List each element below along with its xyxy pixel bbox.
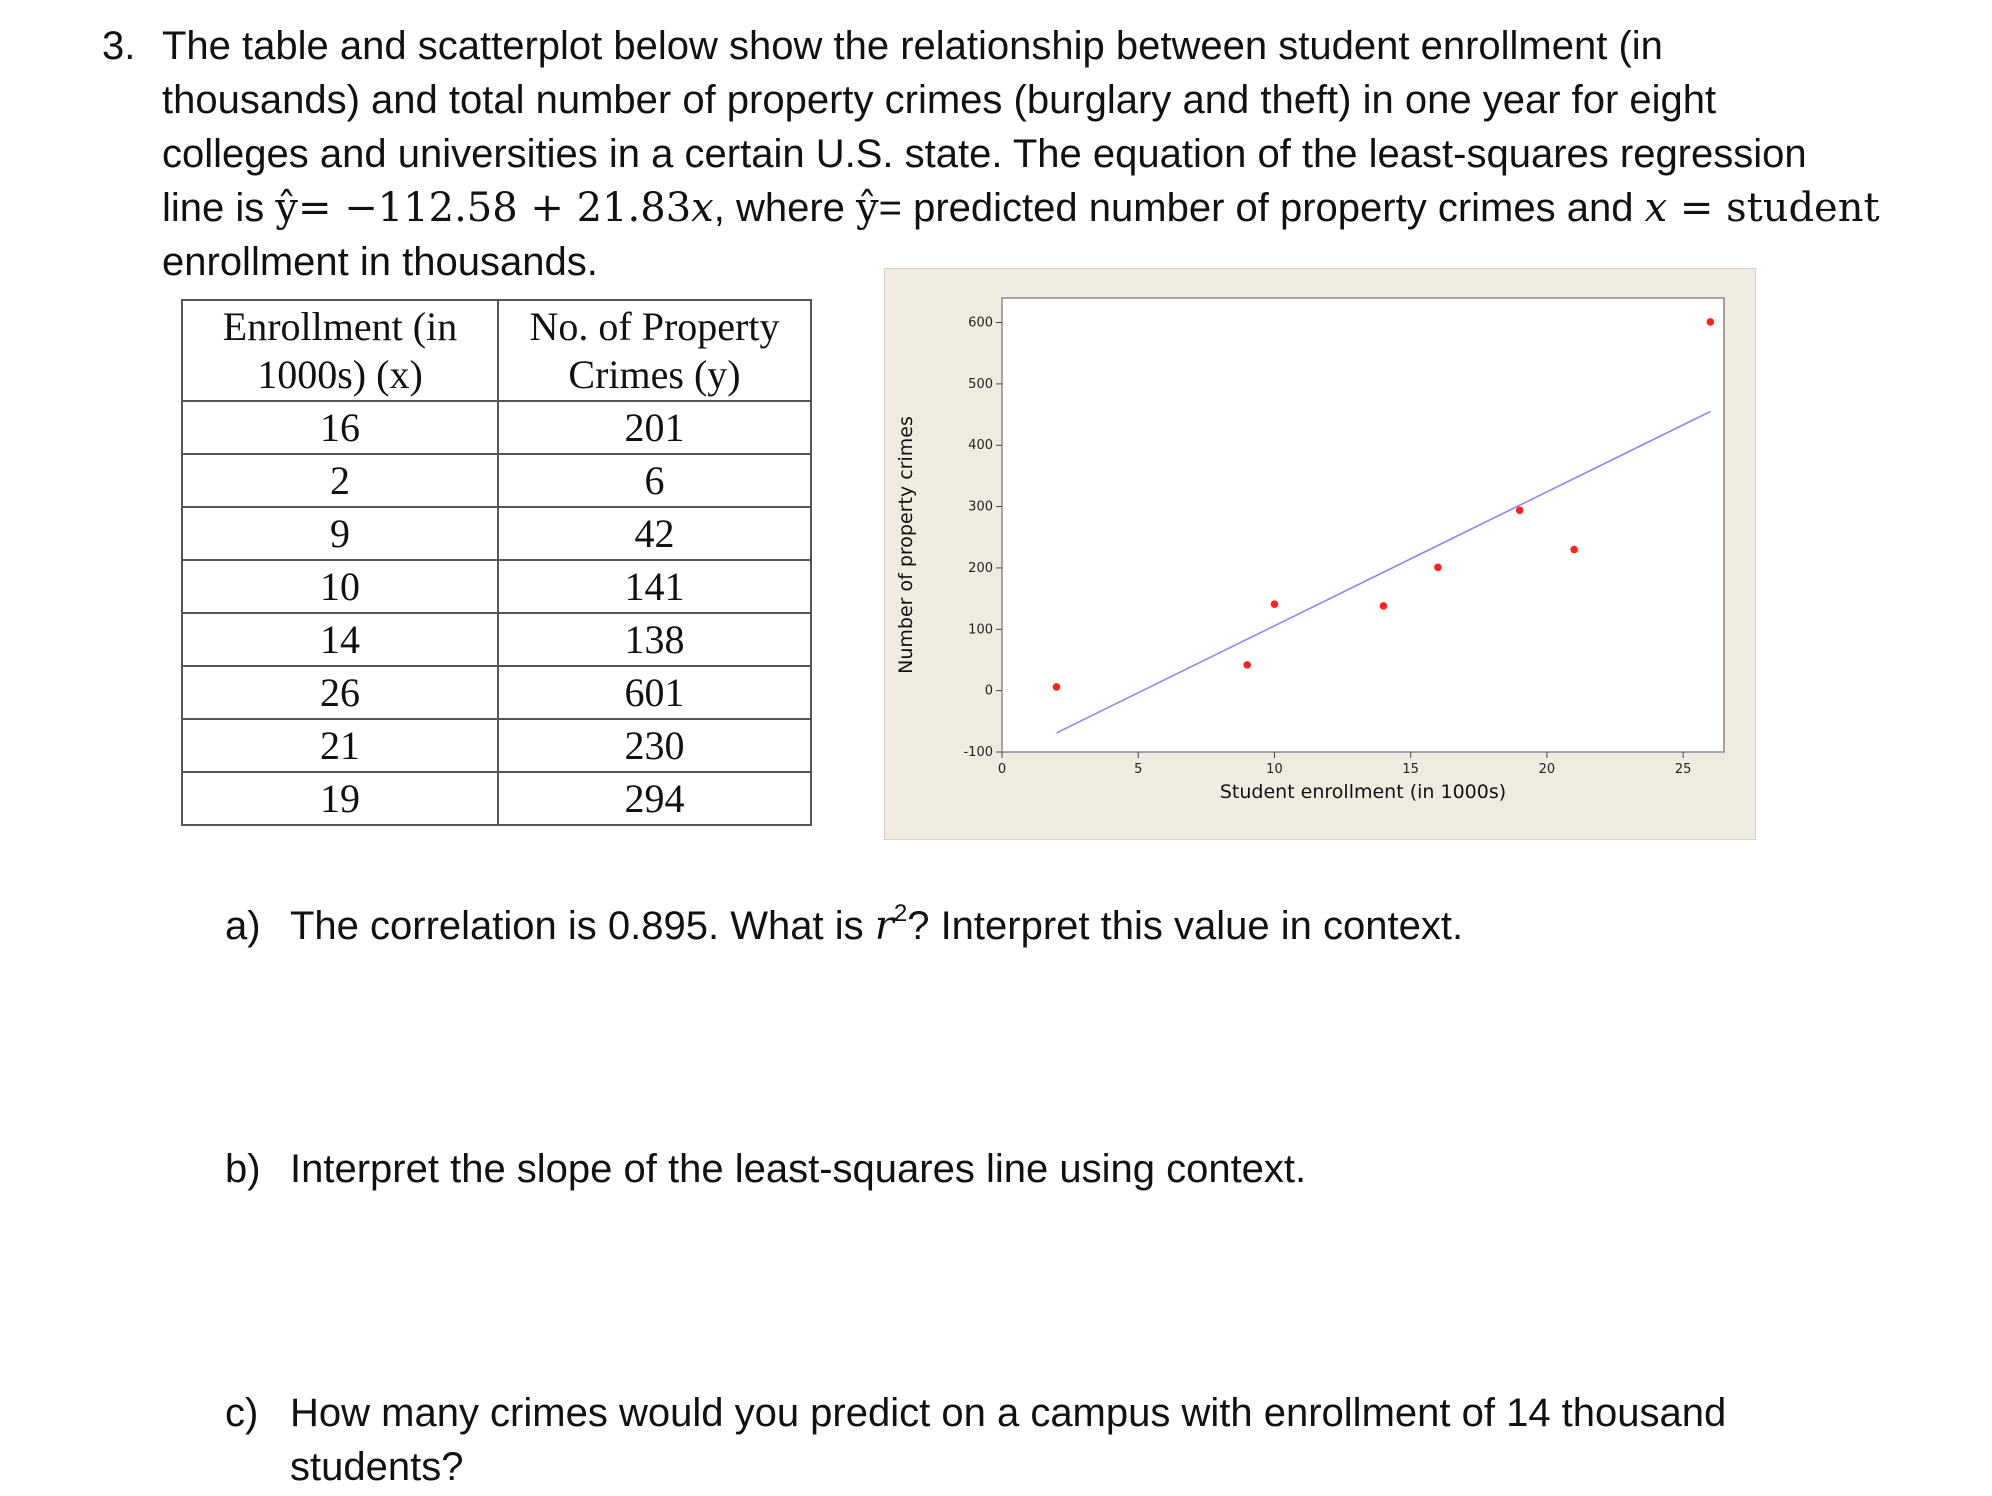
table-row [182,560,811,613]
question-letter: c) [225,1391,259,1435]
cell-enrollment: 19 [182,772,498,825]
cell-enrollment: 2 [182,454,498,507]
x-tick-label: 0 [997,762,1007,777]
column-header-crimes [498,300,811,401]
question-text [290,1386,1930,1494]
data-point [1243,661,1251,669]
cell-crimes: 138 [498,613,811,666]
data-table [181,299,812,826]
variable-r: r [874,903,894,949]
cell-enrollment: 9 [182,507,498,560]
x-tick-label: 5 [1134,762,1143,777]
equation-variable-x: x [691,185,714,231]
y-tick-label: 400 [968,438,993,454]
problem-statement [162,19,1962,289]
statement-line-5: enrollment in thousands. [162,240,598,284]
x-tick-label: 20 [1538,762,1556,777]
cell-crimes: 230 [498,719,811,772]
y-tick-label: 600 [968,315,993,331]
table-row [182,454,811,507]
cell-crimes: 6 [498,454,811,507]
table-row [182,507,811,560]
y-tick-label: 500 [968,376,993,392]
question-line: How many crimes would you predict on a campus with enrollment of 14 thousand [290,1391,1727,1435]
table-row [182,666,811,719]
data-point [1434,564,1442,572]
data-point [1570,546,1578,554]
table-row [182,772,811,825]
problem-number: 3. [102,24,136,68]
cell-enrollment: 16 [182,401,498,454]
exponent: 2 [893,900,908,927]
statement-text: = student [1667,185,1880,231]
x-tick-label: 25 [1674,762,1692,777]
x-tick-label: 10 [1266,762,1283,777]
y-tick-label: 100 [968,622,993,638]
question-letter: b) [225,1147,261,1191]
header-line: No. of Property [529,303,780,349]
cell-crimes: 42 [498,507,811,560]
statement-text: line is [162,186,276,230]
y-tick-label: 300 [968,499,993,515]
statement-line-3: colleges and universities in a certain U.S. state. The equation of the least-squares regression [162,132,1807,176]
cell-enrollment: 14 [182,613,498,666]
question-line: students? [290,1445,464,1489]
y-tick-label: 200 [968,560,993,576]
cell-crimes: 601 [498,666,811,719]
header-line: Enrollment (in [222,303,458,349]
cell-crimes: 141 [498,560,811,613]
header-line: Crimes (y) [568,351,741,397]
table-row [182,401,811,454]
y-tick-label: -100 [963,745,993,760]
question-text: Interpret the slope of the least-squares line using context. [290,1147,1307,1191]
data-point [1271,600,1279,608]
yhat-symbol: ŷ [275,185,298,231]
question-text-part: The correlation is 0.895. What is [290,904,875,948]
data-point [1380,602,1388,610]
table-row [182,613,811,666]
x-axis-title: Student enrollment (in 1000s) [1219,781,1507,803]
cell-enrollment: 10 [182,560,498,613]
cell-enrollment: 21 [182,719,498,772]
cell-crimes: 201 [498,401,811,454]
table-row [182,719,811,772]
data-point [1707,318,1715,326]
question-text [290,899,1930,953]
scatterplot-svg [884,268,1756,840]
data-point [1516,506,1524,514]
header-line: 1000s) (x) [257,351,423,397]
statement-text: , where [713,186,857,230]
statement-text: = predicted number of property crimes and [878,186,1645,230]
cell-crimes: 294 [498,772,811,825]
data-point [1053,683,1061,691]
y-tick-label: 0 [984,683,993,699]
column-header-enrollment [182,300,498,401]
yhat-symbol: ŷ [856,185,879,231]
statement-line-4 [162,181,1962,235]
regression-equation: = −112.58 + 21.83 [298,185,692,231]
cell-enrollment: 26 [182,666,498,719]
statement-line-2: thousands) and total number of property crimes (burglary and theft) in one year for eight [162,78,1717,122]
question-text-part: ? Interpret this value in context. [907,904,1464,948]
question-letter: a) [225,904,261,948]
statement-line-1: The table and scatterplot below show the relationship between student enrollment (in [162,24,1663,68]
scatterplot [884,268,1756,840]
y-axis-title: Number of property crimes [895,416,917,674]
plot-area [1002,298,1724,752]
variable-x: x [1644,185,1668,231]
x-tick-label: 15 [1402,762,1419,777]
table-header-row [182,300,811,401]
